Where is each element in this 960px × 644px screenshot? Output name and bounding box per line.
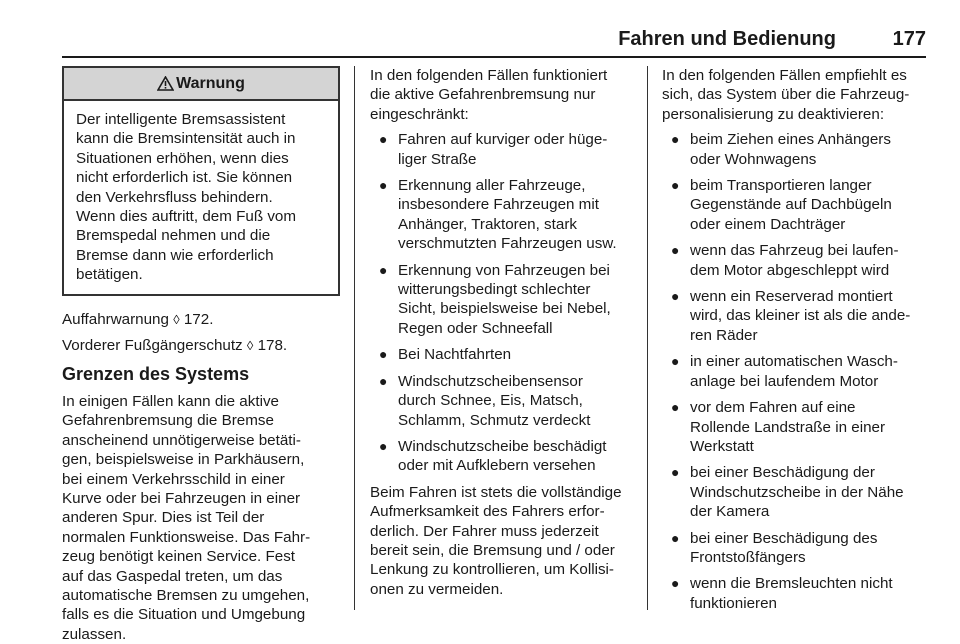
page-number: 177 [892,28,926,50]
bullet-icon: ● [379,131,388,148]
text-line: Schlamm, Schmutz verdeckt [398,411,591,429]
text-line: anderen Spur. Dies ist Teil der [62,509,265,527]
text-line: der Kamera [690,503,770,521]
text-line: Werkstatt [690,437,754,455]
column-1 [62,66,340,644]
list-item [662,176,930,234]
reference-arrow-icon: ◊ [246,338,254,354]
column-divider [354,66,355,610]
text-line: betätigen. [76,266,143,284]
text-line: vor dem Fahren auf eine [690,399,856,417]
bullet-icon: ● [671,177,680,194]
text-line: beim Ziehen eines Anhängers [690,131,891,149]
text-line: normalen Funktionsweise. Das Fahr- [62,528,311,546]
text-line: funktionieren [690,594,777,612]
bullet-icon: ● [379,261,388,278]
bullet-list [370,130,636,476]
list-item [370,345,636,364]
text-line: In einigen Fällen kann die aktive [62,392,279,410]
body-paragraph [370,483,636,599]
warning-box [62,66,340,296]
text-line: derlich. Der Fahrer muss jederzeit [370,522,599,540]
text-line: auf das Gaspedal treten, um das [62,567,283,585]
list-item [662,287,930,345]
cross-reference[interactable] [62,336,340,355]
text-line: witterungsbedingt schlechter [398,281,591,299]
text-line: durch Schnee, Eis, Matsch, [398,392,583,410]
bullet-icon: ● [671,575,680,592]
text-line: In den folgenden Fällen funktioniert [370,67,608,84]
text-line: automatische Bremsen zu umgehen, [62,586,310,604]
list-item [662,130,930,169]
text-line: kann die Bremsintensität auch in [76,130,296,148]
text-line: anscheinend unnötigerweise betäti- [62,431,301,449]
text-line: In den folgenden Fällen empfiehlt es [662,67,907,84]
text-line: Gegenstände auf Dachbügeln [690,196,892,214]
bullet-icon: ● [671,288,680,305]
reference-page: 178. [257,337,288,355]
text-line: beim Transportieren langer [690,177,872,195]
text-line: Regen oder Schneefall [398,319,553,337]
text-line: personalisierung zu deaktivieren: [662,105,885,123]
cross-reference[interactable] [62,310,340,329]
text-line: nicht erforderlich ist. Sie können [76,169,293,187]
list-item [662,463,930,521]
text-line: Fahren auf kurviger oder hüge- [398,131,608,149]
text-line: bei einem Verkehrsschild in einer [62,470,285,488]
text-line: wird, das kleiner ist als die ande- [690,307,911,325]
bullet-icon: ● [671,353,680,370]
text-line: insbesondere Fahrzeugen mit [398,196,599,214]
text-line: Windschutzscheibensensor [398,372,583,390]
text-line: oder einem Dachträger [690,215,846,233]
text-line: Wenn dies auftritt, dem Fuß vom [76,208,297,226]
bullet-icon: ● [671,399,680,416]
text-line: liger Straße [398,150,477,168]
text-line: Erkennung aller Fahrzeuge, [398,177,586,195]
list-item [662,241,930,280]
text-line: zeug benötigt keinen Service. Fest [62,548,296,566]
text-line: dem Motor abgeschleppt wird [690,261,890,279]
text-line: Windschutzscheibe in der Nähe [690,483,904,501]
text-line: wenn ein Reserverad montiert [690,288,893,306]
reference-page: 172. [183,310,214,328]
bullet-icon: ● [379,372,388,389]
list-item [662,574,930,613]
column-divider [647,66,648,610]
text-line: Frontstoßfängers [690,548,806,566]
list-item [370,437,636,476]
warning-title: Warnung [176,75,245,92]
section-title: Fahren und Bedienung [618,28,836,50]
text-line: Beim Fahren ist stets die vollständige [370,483,622,501]
column-2 [370,66,636,599]
list-item [370,372,636,430]
text-line: onen zu vermeiden. [370,580,504,598]
list-item [662,529,930,568]
text-line: Windschutzscheibe beschädigt [398,437,607,455]
text-line: bereit sein, die Bremsung und / oder [370,541,615,559]
bullet-icon: ● [379,437,388,454]
intro-paragraph [662,66,930,124]
text-line: ren Räder [690,326,758,344]
warning-icon [157,76,174,91]
list-item [370,176,636,254]
section-heading: Grenzen des Systems [62,364,250,385]
bullet-icon: ● [379,177,388,194]
reference-arrow-icon: ◊ [173,311,180,327]
text-line: zulassen. [62,625,127,643]
text-line: falls es die Situation und Umgebung [62,606,306,624]
reference-label: Auffahrwarnung [62,310,169,328]
text-line: oder Wohnwagens [690,150,817,168]
text-line: sich, das System über die Fahrzeug- [662,86,910,104]
bullet-icon: ● [671,529,680,546]
text-line: Der intelligente Bremsassistent [76,111,286,128]
text-line: in einer automatischen Wasch- [690,353,898,371]
text-line: Anhänger, Traktoren, stark [398,215,577,233]
text-line: Bei Nachtfahrten [398,346,512,364]
text-line: Kurve oder bei Fahrzeugen in einer [62,489,301,507]
bullet-icon: ● [671,242,680,259]
text-line: die aktive Gefahrenbremsung nur [370,86,596,104]
reference-label: Vorderer Fußgängerschutz [62,337,243,355]
bullet-icon: ● [671,464,680,481]
text-line: den Verkehrsfluss behindern. [76,188,273,206]
intro-paragraph [370,66,636,124]
text-line: Gefahrenbremsung die Bremse [62,412,274,430]
bullet-icon: ● [671,131,680,148]
text-line: wenn das Fahrzeug bei laufen- [690,242,899,260]
text-line: Situationen erhöhen, wenn dies [76,149,289,167]
text-line: anlage bei laufendem Motor [690,372,879,390]
list-item [370,261,636,339]
text-line: bei einer Beschädigung des [690,529,878,547]
text-line: Sicht, beispielsweise bei Nebel, [398,300,611,318]
list-item [662,352,930,391]
warning-text [64,101,338,294]
list-item [370,130,636,169]
list-item [662,398,930,456]
text-line: Rollende Landstraße in einer [690,418,886,436]
text-line: eingeschränkt: [370,105,469,123]
column-3 [662,66,930,620]
page-header [62,22,926,58]
text-line: Aufmerksamkeit des Fahrers erfor- [370,503,605,521]
text-line: Bremse dann wie erforderlich [76,246,274,264]
text-line: bei einer Beschädigung der [690,464,875,482]
bullet-list [662,130,930,613]
text-line: gen, beispielsweise in Parkhäusern, [62,451,305,469]
text-line: Erkennung von Fahrzeugen bei [398,261,610,279]
text-line: Bremspedal nehmen und die [76,227,271,245]
text-line: wenn die Bremsleuchten nicht [690,575,893,593]
bullet-icon: ● [379,346,388,363]
text-line: verschmutzten Fahrzeugen usw. [398,235,617,253]
text-line: oder mit Aufklebern versehen [398,457,596,475]
header-rule [62,56,926,58]
text-line: Lenkung zu kontrollieren, um Kollisi- [370,561,614,579]
body-paragraph [62,392,340,644]
warning-header [64,68,338,101]
